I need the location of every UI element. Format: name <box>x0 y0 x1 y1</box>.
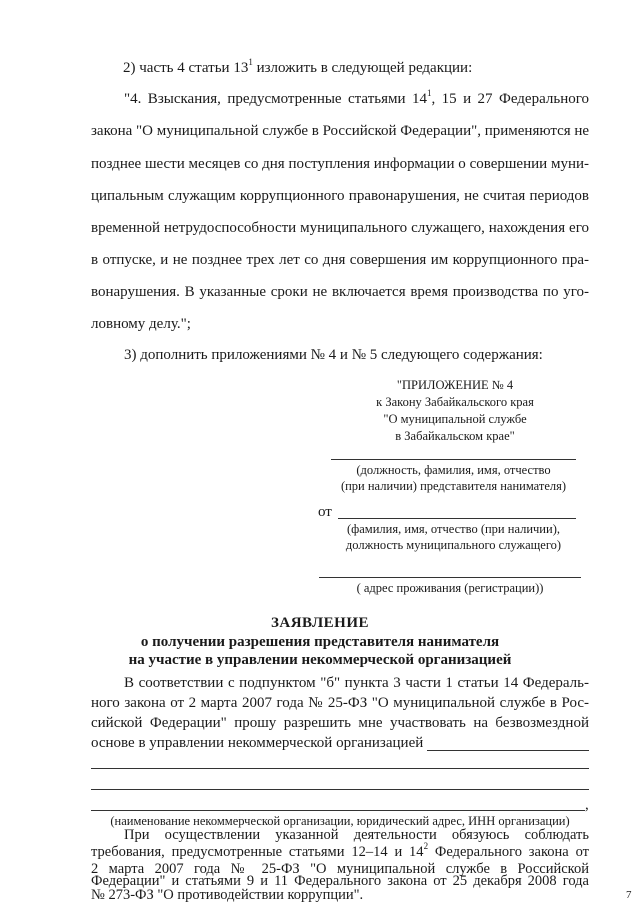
para1-line-3: сийской Федерации" прошу разрешить мне участвовать на безвозмездной <box>91 715 589 731</box>
sender-line <box>338 518 576 519</box>
addressee-caption-2: (при наличии) представителя нанимателя) <box>340 479 567 493</box>
para2-line-3: 2 марта 2007 года № 25-ФЗ "О муниципальной службе в Российской <box>91 861 589 877</box>
item-3-line: 3) дополнить приложениями № 4 и № 5 следующего содержания: <box>124 347 543 363</box>
org-name-line-4 <box>91 810 585 811</box>
para1-line-4: основе в управлении некоммерческой организацией <box>91 735 424 751</box>
appendix-law-title-2: в Забайкальском крае" <box>395 429 515 443</box>
quote-line-4: ципальным служащим коррупционного правонарушения, не считая периодов <box>91 188 589 204</box>
sender-caption-2: должность муниципального служащего) <box>345 538 562 552</box>
item-2-text: 2) часть 4 статьи 13 <box>123 60 249 76</box>
para2-line-2-sup: 2 <box>423 841 429 852</box>
quote-line-1-b: , 15 и 27 Федерального <box>431 91 589 107</box>
appendix-law-title-1: "О муниципальной службе <box>383 412 527 426</box>
item-2-sup: 1 <box>248 57 253 67</box>
para1-line-2: ного закона от 2 марта 2007 года № 25-ФЗ "О муниципальной службе в Рос- <box>91 695 589 711</box>
org-name-line-3 <box>91 789 589 790</box>
item-2-line <box>123 59 472 77</box>
quote-line-8: ловному делу."; <box>91 316 191 332</box>
quote-line-6: в отпуске, и не позднее трех лет со дня совершения им коррупционного пра- <box>91 252 589 268</box>
para2-line-2 <box>91 841 589 860</box>
para2-line-4: Федерации" и статьями 9 и 11 Федерального закона от 25 декабря 2008 года <box>91 873 589 889</box>
para2-line-1: При осуществлении указанной деятельности обязуюсь соблюдать <box>124 827 589 843</box>
para1-line-1: В соответствии с подпунктом "б" пункта 3 части 1 статьи 14 Федераль- <box>124 675 589 691</box>
para2-line-5: № 273-ФЗ "О противодействии коррупции". <box>91 887 364 903</box>
addressee-line <box>331 459 576 460</box>
from-label: от <box>318 504 332 520</box>
org-name-line-2 <box>91 768 589 769</box>
statement-title: ЗАЯВЛЕНИЕ <box>270 615 370 631</box>
appendix-title: "ПРИЛОЖЕНИЕ № 4 <box>396 378 514 392</box>
sender-caption-1: (фамилия, имя, отчество (при наличии), <box>347 522 560 536</box>
address-caption: ( адрес проживания (регистрации)) <box>356 581 544 595</box>
appendix-law: к Закону Забайкальского края <box>376 395 534 409</box>
org-name-comma: , <box>585 797 589 813</box>
org-name-line-1 <box>427 750 589 751</box>
quote-line-1-a: "4. Взыскания, предусмотренные статьями 14 <box>124 91 427 107</box>
item-2-text-end: изложить в следующей редакции: <box>252 60 473 76</box>
address-line <box>319 577 581 578</box>
quote-line-2: закона "О муниципальной службе в Российской Федерации", применяются не <box>91 123 590 139</box>
para2-line-2-b: Федерального закона от <box>428 844 589 860</box>
quote-line-1-sup: 1 <box>426 88 432 98</box>
quote-line-5: временной нетрудоспособности муниципального служащего, нахождения его <box>91 220 589 236</box>
quote-line-3: позднее шести месяцев со дня поступления информации о совершении муни- <box>91 156 589 172</box>
para2-line-2-a: требования, предусмотренные статьями 12–14 и 14 <box>91 844 424 860</box>
addressee-caption-1: (должность, фамилия, имя, отчество <box>356 463 551 477</box>
statement-subtitle-2: на участие в управлении некоммерческой организацией <box>128 652 512 668</box>
quote-line-1 <box>124 90 589 108</box>
quote-line-7: вонарушения. В указанные сроки не включается время производства по уго- <box>91 284 589 300</box>
page-number: 7 <box>626 889 632 901</box>
statement-subtitle-1: о получении разрешения представителя нанимателя <box>140 634 500 650</box>
org-name-caption: (наименование некоммерческой организации, юридический адрес, ИНН организации) <box>110 814 570 828</box>
